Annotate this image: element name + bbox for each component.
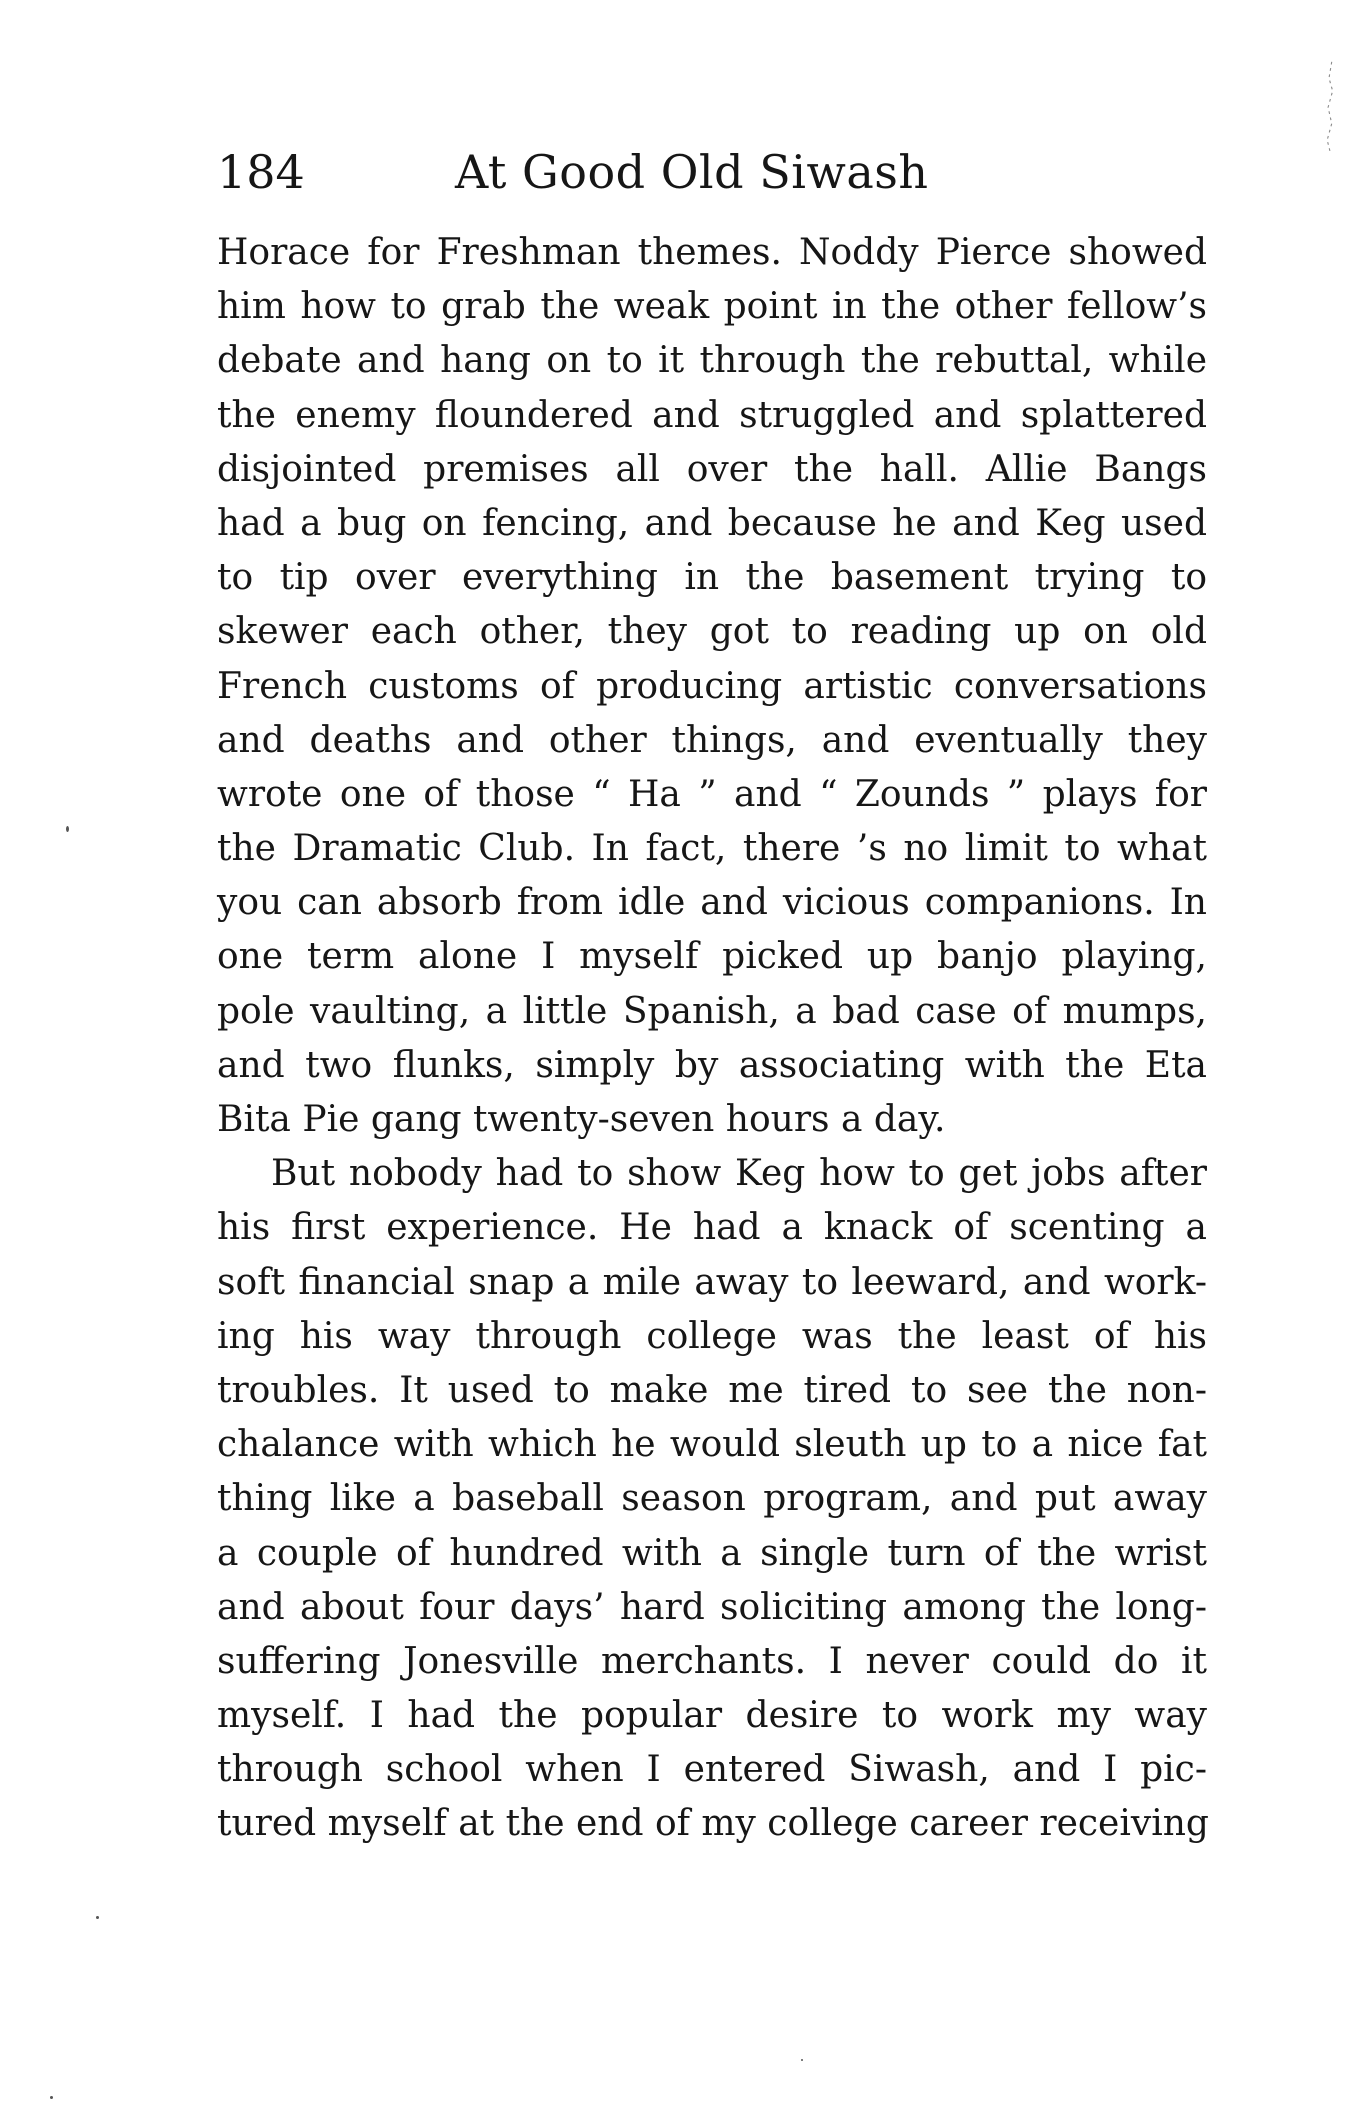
text-line: chalance with which he would sleuth up to a nice fat <box>217 1424 1207 1466</box>
text-line: pole vaulting, a little Spanish, a bad case of mumps, <box>217 990 1207 1032</box>
paragraph-1 <box>217 226 1207 1147</box>
page-header <box>217 140 1207 204</box>
text-line: skewer each other, they got to reading up on old <box>217 611 1207 653</box>
margin-speck <box>96 1916 99 1919</box>
text-line: through school when I entered Siwash, and I pic- <box>217 1749 1207 1791</box>
text-line: myself. I had the popular desire to work my way <box>217 1695 1207 1737</box>
text-line: his first experience. He had a knack of scenting a <box>217 1207 1207 1249</box>
text-line: him how to grab the weak point in the other fellow’s <box>217 286 1207 328</box>
margin-speck <box>50 2096 53 2099</box>
text-line: But nobody had to show Keg how to get jobs after <box>271 1153 1207 1195</box>
text-line: one term alone I myself picked up banjo playing, <box>217 936 1207 978</box>
text-line: the Dramatic Club. In fact, there ’s no limit to what <box>217 828 1207 870</box>
text-line: French customs of producing artistic conversations <box>217 665 1207 707</box>
paragraph-2 <box>217 1147 1207 1851</box>
text-line: and about four days’ hard soliciting among the long- <box>217 1586 1207 1628</box>
text-line: wrote one of those “ Ha ” and “ Zounds ” plays for <box>217 773 1207 815</box>
page-number: 184 <box>217 145 305 199</box>
text-line: disjointed premises all over the hall. Allie Bangs <box>217 448 1207 490</box>
text-line: soft financial snap a mile away to leeward, and work- <box>217 1261 1207 1303</box>
text-line: troubles. It used to make me tired to see the non- <box>217 1369 1207 1411</box>
text-line: the enemy floundered and struggled and splattered <box>217 394 1207 436</box>
text-line: Horace for Freshman themes. Noddy Pierce showed <box>217 232 1207 273</box>
text-line: suffering Jonesville merchants. I never could do it <box>217 1640 1207 1682</box>
text-line: had a bug on fencing, and because he and Keg used <box>217 502 1207 544</box>
margin-scratch-mark <box>1320 60 1338 160</box>
body-text <box>217 226 1207 1852</box>
text-line: and two flunks, simply by associating with the Eta <box>217 1044 1207 1086</box>
text-line: to tip over everything in the basement trying to <box>217 557 1207 599</box>
text-line: and deaths and other things, and eventually they <box>217 719 1207 761</box>
margin-speck <box>801 2059 803 2061</box>
text-line: Bita Pie gang twenty-seven hours a day. <box>217 1099 946 1140</box>
text-line: you can absorb from idle and vicious companions. In <box>217 882 1207 924</box>
running-head: At Good Old Siwash <box>455 145 929 199</box>
text-line: debate and hang on to it through the rebuttal, while <box>217 340 1207 382</box>
text-line: ing his way through college was the least of his <box>217 1315 1207 1357</box>
text-line: a couple of hundred with a single turn of the wrist <box>217 1532 1207 1574</box>
text-line: tured myself at the end of my college career receiving <box>217 1803 1209 1845</box>
text-line: thing like a baseball season program, and put away <box>217 1478 1207 1520</box>
margin-speck <box>66 826 69 832</box>
